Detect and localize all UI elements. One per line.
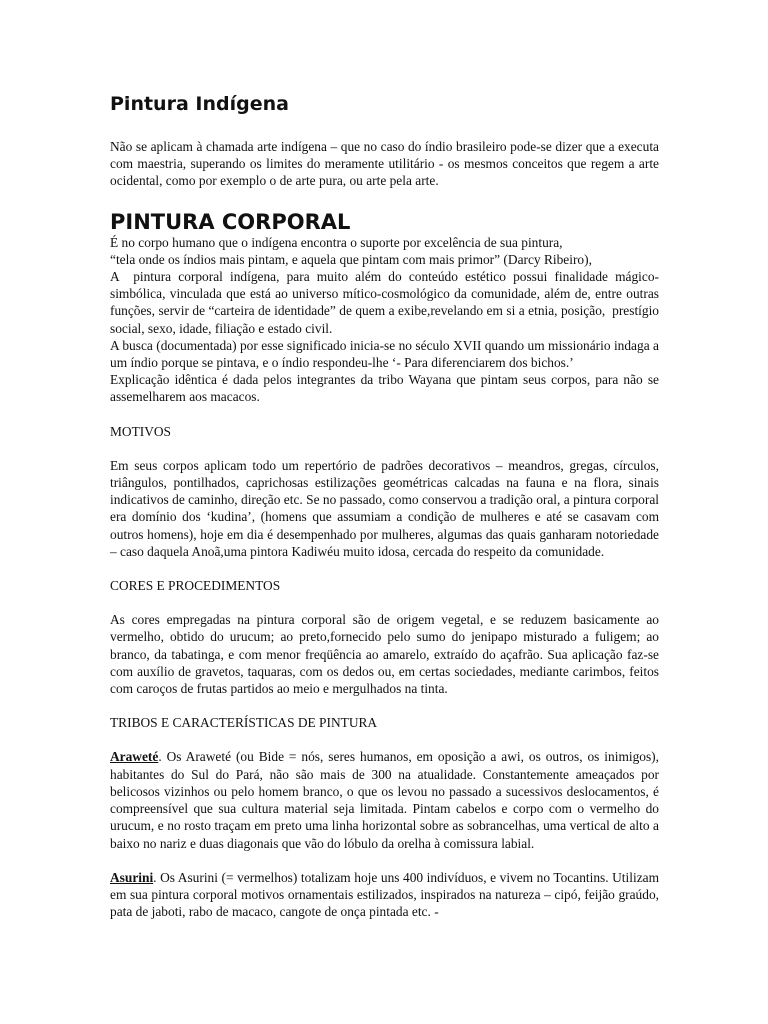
corporal-paragraph-2: A busca (documentada) por esse significado inicia-se no século XVII quando um missionário indaga a um índio porque se pintava, e o índio respondeu-lhe ‘- Para diferenciarem dos bichos.’ (110, 337, 663, 371)
corporal-paragraph-1: A pintura corporal indígena, para muito além do conteúdo estético possui finalidade mágico-simbólica, vinculada que está ao universo mítico-cosmológico da comunidade, além de, entre outras funções, servir de “carteira de identidade” de quem a exibe,revelando em si a etnia, posição, prestígio social, sexo, idade, filiação e estado civil. (110, 269, 663, 336)
section-heading-motivos: MOTIVOS (110, 423, 172, 439)
tribe-description: . Os Araweté (ou Bide = nós, seres humanos, em oposição a awi, os outros, os inimigos), habitantes do Sul do Pará, não são mais de 300 na atualidade. Constantemente ameaçados por belicosos vizinhos ou pelo homem branco, o que os levou no passado a sucessivos deslocamentos, é compreensível que sua cultura material seja limitada. Pintam cabelos e corpo com o vermelho do urucum, e no rosto traçam em preto uma linha horizontal sobre as sobrancelhas, uma vertical de alto a baixo no nariz e duas diagonais que vão do lóbulo da orelha à comissura labial. (110, 749, 663, 851)
corporal-paragraph-3: Explicação idêntica é dada pelos integrantes da tribo Wayana que pintam seus corpos, para não se assemelharem aos macacos. (110, 372, 663, 405)
cores-paragraph: As cores empregadas na pintura corporal são de origem vegetal, e se reduzem basicamente ao vermelho, obtido do urucum; ao preto,fornecido pelo sumo do jenipapo misturado a fuligem; ao branco, da tabatinga, e com menor freqüência ao amarelo, extraído do açafrão. Sua aplicação faz-se com auxílio de gravetos, taquaras, com os dedos ou, em certas sociedades, mediante carimbos, feitos com caroços de frutas partidos ao meio e mergulhados na tinta. (110, 612, 663, 697)
section-heading-corporal: PINTURA CORPORAL (110, 209, 351, 234)
intro-paragraph: Não se aplicam à chamada arte indígena – que no caso do índio brasileiro pode-se dizer que a executa com maestria, superando os limites do meramente utilitário - os mesmos conceitos que regem a arte ocidental, como por exemplo o de arte pura, ou arte pela arte. (110, 139, 666, 189)
tribe-name: Araweté (110, 749, 159, 765)
tribe-paragraph-arawete (110, 748, 663, 851)
page-title: Pintura Indígena (110, 93, 289, 115)
tribe-description: . Os Asurini (= vermelhos) totalizam hoje uns 400 indivíduos, e vivem no Tocantins. Utilizam em sua pintura corporal motivos ornamentais estilizados, inspirados na natureza – cipó, feijão graúdo, pata de jaboti, rabo de macaco, cangote de onça pintada etc. - (110, 869, 663, 920)
corporal-line-1: É no corpo humano que o indígena encontra o suporte por excelência de sua pintura, (110, 234, 563, 250)
corporal-line-2: “tela onde os índios mais pintam, e aquela que pintam com mais primor” (Darcy Ribeiro), (110, 251, 592, 267)
tribe-name: Asurini (110, 869, 154, 885)
document-page (110, 92, 666, 920)
section-heading-cores: CORES E PROCEDIMENTOS (110, 578, 281, 594)
tribe-paragraph-asurini (110, 869, 663, 921)
motivos-paragraph: Em seus corpos aplicam todo um repertório de padrões decorativos – meandros, gregas, círculos, triângulos, pontilhados, caprichosas estilizações geométricas calcadas na fauna e na flora, sinais indicativos de caminho, direção etc. Se no passado, como conservou a tradição oral, a pintura corporal era domínio dos ‘kudina’, (homens que assumiam a condição de mulheres e até se casavam com outros homens), hoje em dia é desempenhado por mulheres, algumas das quais ganharam notoriedade – caso daquela Anoã,uma pintora Kadiwéu muito idosa, cercada do respeito da comunidade. (110, 457, 663, 559)
section-heading-tribos: TRIBOS E CARACTERÍSTICAS DE PINTURA (110, 715, 378, 731)
